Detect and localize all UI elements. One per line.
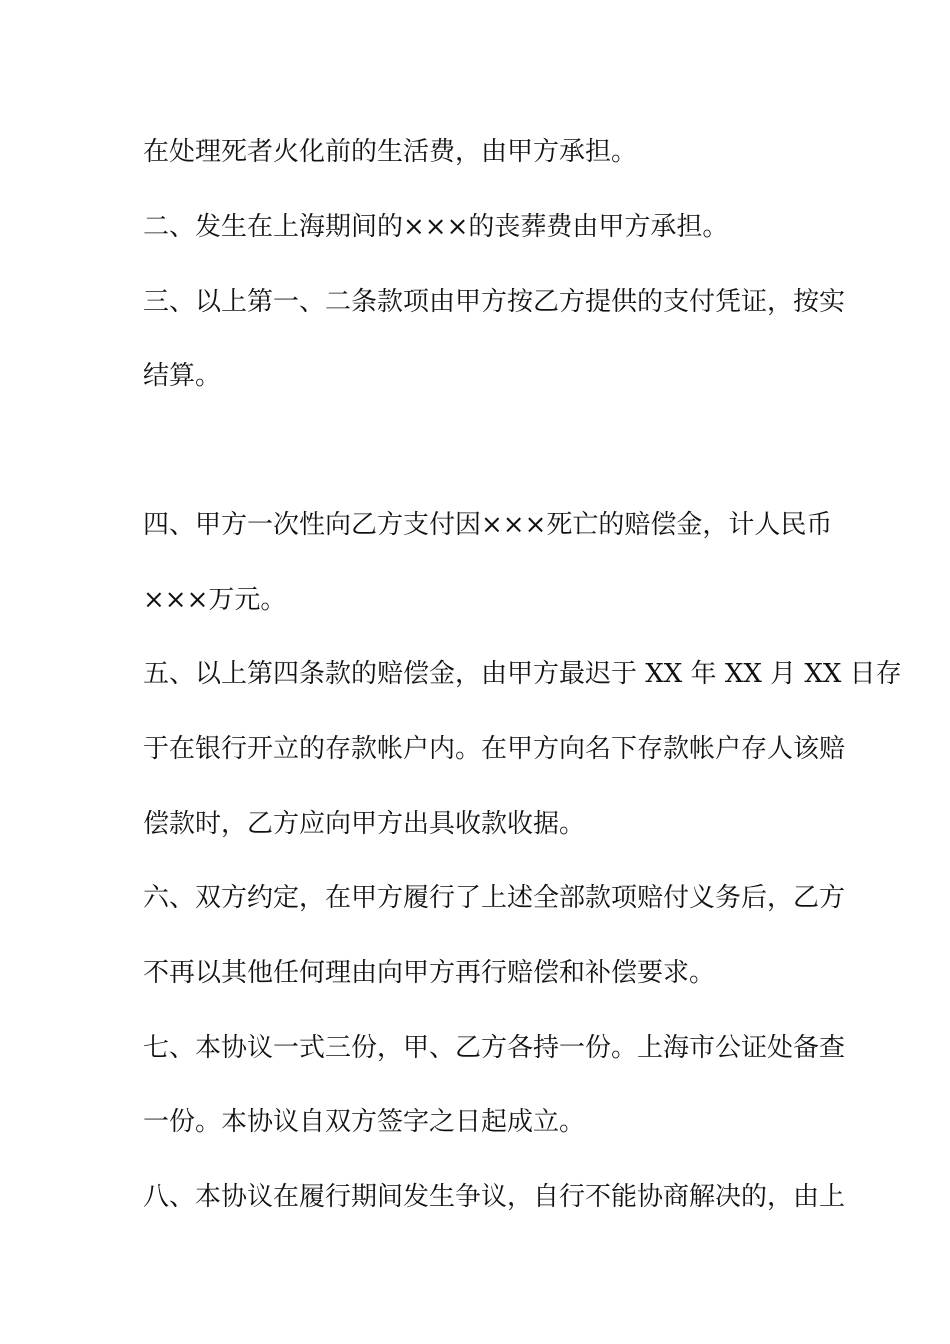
paragraph-line: ×××万元。 [143,585,287,615]
paragraph-line: 六、双方约定，在甲方履行了上述全部款项赔付义务后，乙方 [143,883,846,913]
paragraph-line: 在处理死者火化前的生活费，由甲方承担。 [143,137,638,167]
paragraph-line: 五、以上第四条款的赔偿金，由甲方最迟于 XX 年 XX 月 XX 日存 [143,659,902,689]
paragraph-line: 八、本协议在履行期间发生争议，自行不能协商解决的，由上 [143,1182,846,1212]
paragraph-line: 于在银行开立的存款帐户内。在甲方向名下存款帐户存人该赔 [143,734,846,764]
paragraph-line: 四、甲方一次性向乙方支付因×××死亡的赔偿金，计人民币 [143,510,833,540]
paragraph-line: 七、本协议一式三份，甲、乙方各持一份。上海市公证处备查 [143,1033,846,1063]
paragraph-line: 一份。本协议自双方签字之日起成立。 [143,1107,586,1137]
paragraph-line: 不再以其他任何理由向甲方再行赔偿和补偿要求。 [143,958,716,988]
paragraph-line: 结算。 [143,361,222,391]
paragraph-line: 偿款时，乙方应向甲方出具收款收据。 [143,809,586,839]
paragraph-line: 三、以上第一、二条款项由甲方按乙方提供的支付凭证，按实 [143,287,846,317]
paragraph-line: 二、发生在上海期间的×××的丧葬费由甲方承担。 [143,212,729,242]
